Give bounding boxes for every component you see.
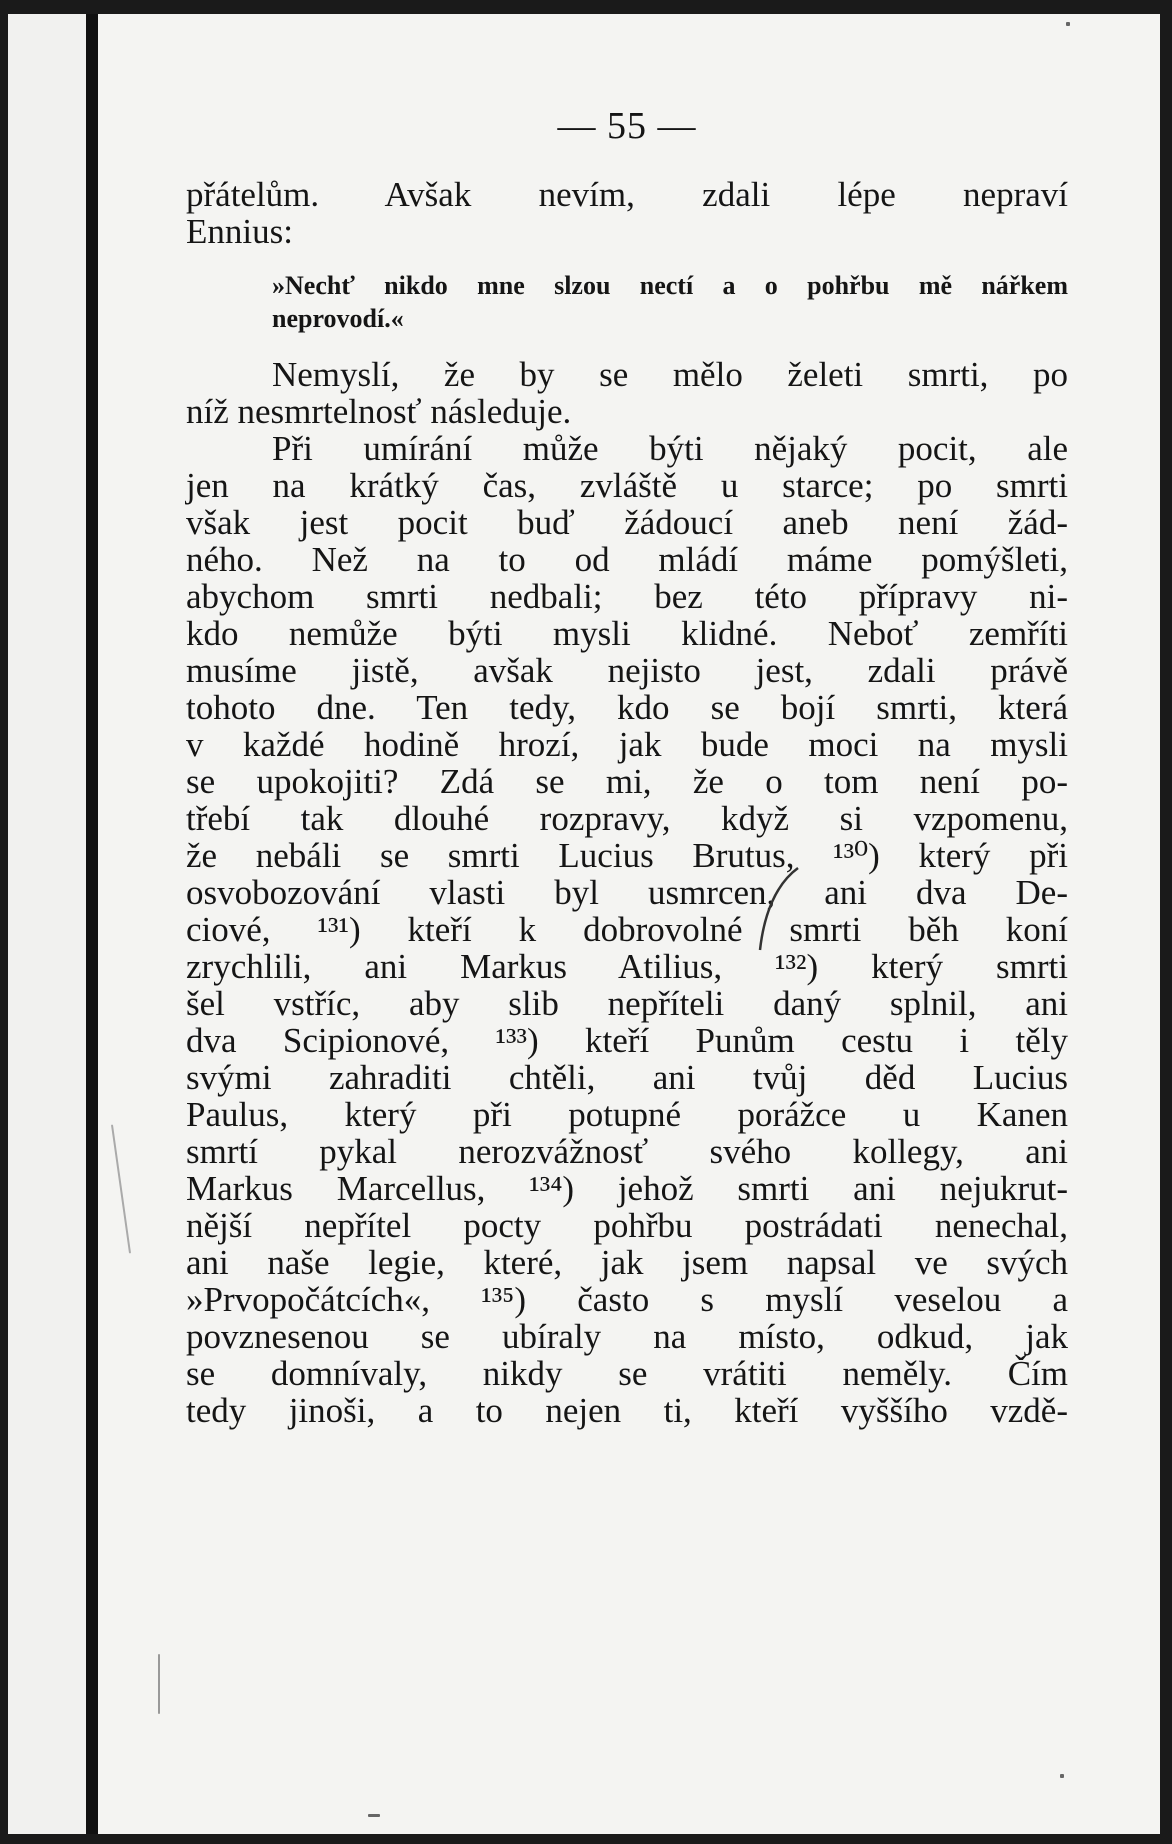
text-line: nější nepřítel pocty pohřbu postrádati nenechal, xyxy=(186,1206,1068,1245)
scan-speck xyxy=(1060,1774,1064,1778)
text-line: níž nesmrtelnosť následuje. xyxy=(186,392,572,431)
text-line: »Prvopočátcích«, ¹³⁵) často s myslí veselou a xyxy=(186,1280,1068,1319)
text-line: jen na krátký čas, zvláště u starce; po smrti xyxy=(186,466,1068,505)
text-line: smrtí pykal nerozvážnosť svého kollegy, ani xyxy=(186,1132,1068,1171)
text-line: šel vstříc, aby slib nepříteli daný splnil, ani xyxy=(186,984,1068,1023)
text-line: však jest pocit buď žádoucí aneb není žád- xyxy=(186,503,1068,542)
pencil-mark xyxy=(756,864,826,954)
page-number: — 55 — xyxy=(557,105,697,147)
scan-scratch xyxy=(158,1654,160,1714)
scan-speck xyxy=(1066,22,1070,26)
scan-speck xyxy=(368,1814,380,1817)
text-line: dva Scipionové, ¹³³) kteří Punům cestu i těly xyxy=(186,1021,1068,1060)
text-line: Markus Marcellus, ¹³⁴) jehož smrti ani nejukrut- xyxy=(186,1169,1068,1208)
text-line: Při umírání může býti nějaký pocit, ale xyxy=(272,429,1068,468)
text-line: Ennius: xyxy=(186,212,293,251)
text-line: svými zahraditi chtěli, ani tvůj děd Lucius xyxy=(186,1058,1068,1097)
text-line: Paulus, který při potupné porážce u Kanen xyxy=(186,1095,1068,1134)
scan-scratch xyxy=(111,1124,131,1253)
text-line: osvobozování vlasti byl usmrcen, ani dva De- xyxy=(186,873,1068,912)
text-line: ciové, ¹³¹) kteří k dobrovolné smrti běh koní xyxy=(186,910,1068,949)
binding-gutter xyxy=(86,14,98,1834)
text-line: musíme jistě, avšak nejisto jest, zdali právě xyxy=(186,651,1068,690)
text-line: přátelům. Avšak nevím, zdali lépe nepraví xyxy=(186,175,1068,214)
text-line: abychom smrti nedbali; bez této přípravy ni- xyxy=(186,577,1068,616)
text-line: povznesenou se ubíraly na místo, odkud, jak xyxy=(186,1317,1068,1356)
book-page xyxy=(8,14,1160,1834)
text-line: ani naše legie, které, jak jsem napsal ve svých xyxy=(186,1243,1068,1282)
text-line: že nebáli se smrti Lucius Brutus, ¹³⁰) který při xyxy=(186,836,1068,875)
text-line: se domnívaly, nikdy se vrátiti neměly. Čím xyxy=(186,1354,1068,1393)
quote-line: neprovodí.« xyxy=(272,304,404,333)
text-line: zrychlili, ani Markus Atilius, ¹³²) který smrti xyxy=(186,947,1068,986)
text-line: ného. Než na to od mládí máme pomýšleti, xyxy=(186,540,1068,579)
text-line: se upokojiti? Zdá se mi, že o tom není po- xyxy=(186,762,1068,801)
quote-line: »Nechť nikdo mne slzou nectí a o pohřbu mě nářkem xyxy=(272,271,1068,300)
text-line: kdo nemůže býti mysli klidné. Neboť zemříti xyxy=(186,614,1068,653)
text-line: v každé hodině hrozí, jak bude moci na mysli xyxy=(186,725,1068,764)
text-line: tohoto dne. Ten tedy, kdo se bojí smrti, která xyxy=(186,688,1068,727)
text-line: Nemyslí, že by se mělo želeti smrti, po xyxy=(272,355,1068,394)
text-line: tedy jinoši, a to nejen ti, kteří vyššího vzdě- xyxy=(186,1391,1068,1430)
text-line: třebí tak dlouhé rozpravy, když si vzpomenu, xyxy=(186,799,1068,838)
left-margin-strip xyxy=(8,14,86,1834)
